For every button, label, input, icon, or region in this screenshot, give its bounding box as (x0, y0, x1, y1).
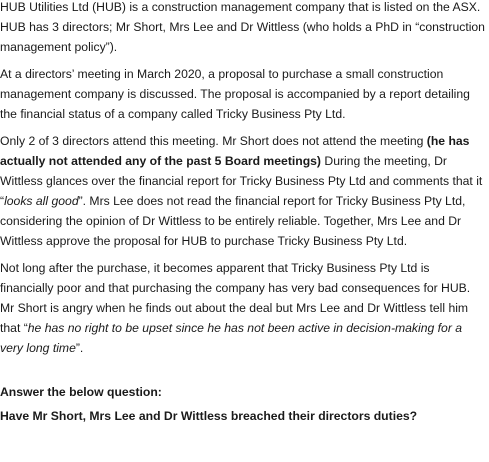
paragraph-consequences (0, 258, 486, 358)
text-run: ”. Mrs Lee does not read the financial report for Tricky Business Pty Ltd, considering the opinion of Dr Wittless to be entirely reliable. Together, Mrs Lee and Dr Wittless approve the proposal for HUB to purchase Tricky Business Pty Ltd. (0, 194, 466, 248)
question-text: Have Mr Short, Mrs Lee and Dr Wittless breached their directors duties? (0, 409, 418, 423)
bold-text-run: (he has actually not attended any of the past 5 Board meetings) (0, 134, 470, 168)
question-heading: Answer the below question: (0, 385, 162, 399)
text-run: HUB Utilities Ltd (HUB) is a construction management company that is listed on the ASX. HUB has 3 directors; Mr Short, Mrs Lee and Dr Wittless (who holds a PhD in “construction management policy”). (0, 0, 485, 54)
text-run: During the meeting, Dr Wittless glances over the financial report for Tricky Business Pty Ltd and comments that it “ (0, 154, 483, 208)
text-run: Not long after the purchase, it becomes apparent that Tricky Business Pty Ltd is financially poor and that purchasing the company has very bad consequences for HUB. Mr Short is angry when he finds out about the deal but Mrs Lee and Dr Wittless tell him that “ (0, 261, 471, 335)
italic-quote: he has no right to be upset since he has not been active in decision-making for a very long time (0, 321, 463, 355)
text-run: Only 2 of 3 directors attend this meeting. Mr Short does not attend the meeting (0, 134, 427, 148)
italic-quote: looks all good (4, 194, 79, 208)
paragraph-meeting-attendance (0, 131, 486, 251)
paragraph-company-intro (0, 0, 486, 57)
text-run: At a directors’ meeting in March 2020, a proposal to purchase a small construction management company is discussed. The proposal is accompanied by a report detailing the financial status of a company called Tricky Business Pty Ltd. (0, 67, 470, 121)
text-run: ”. (75, 341, 84, 355)
paragraph-meeting-proposal (0, 64, 486, 124)
